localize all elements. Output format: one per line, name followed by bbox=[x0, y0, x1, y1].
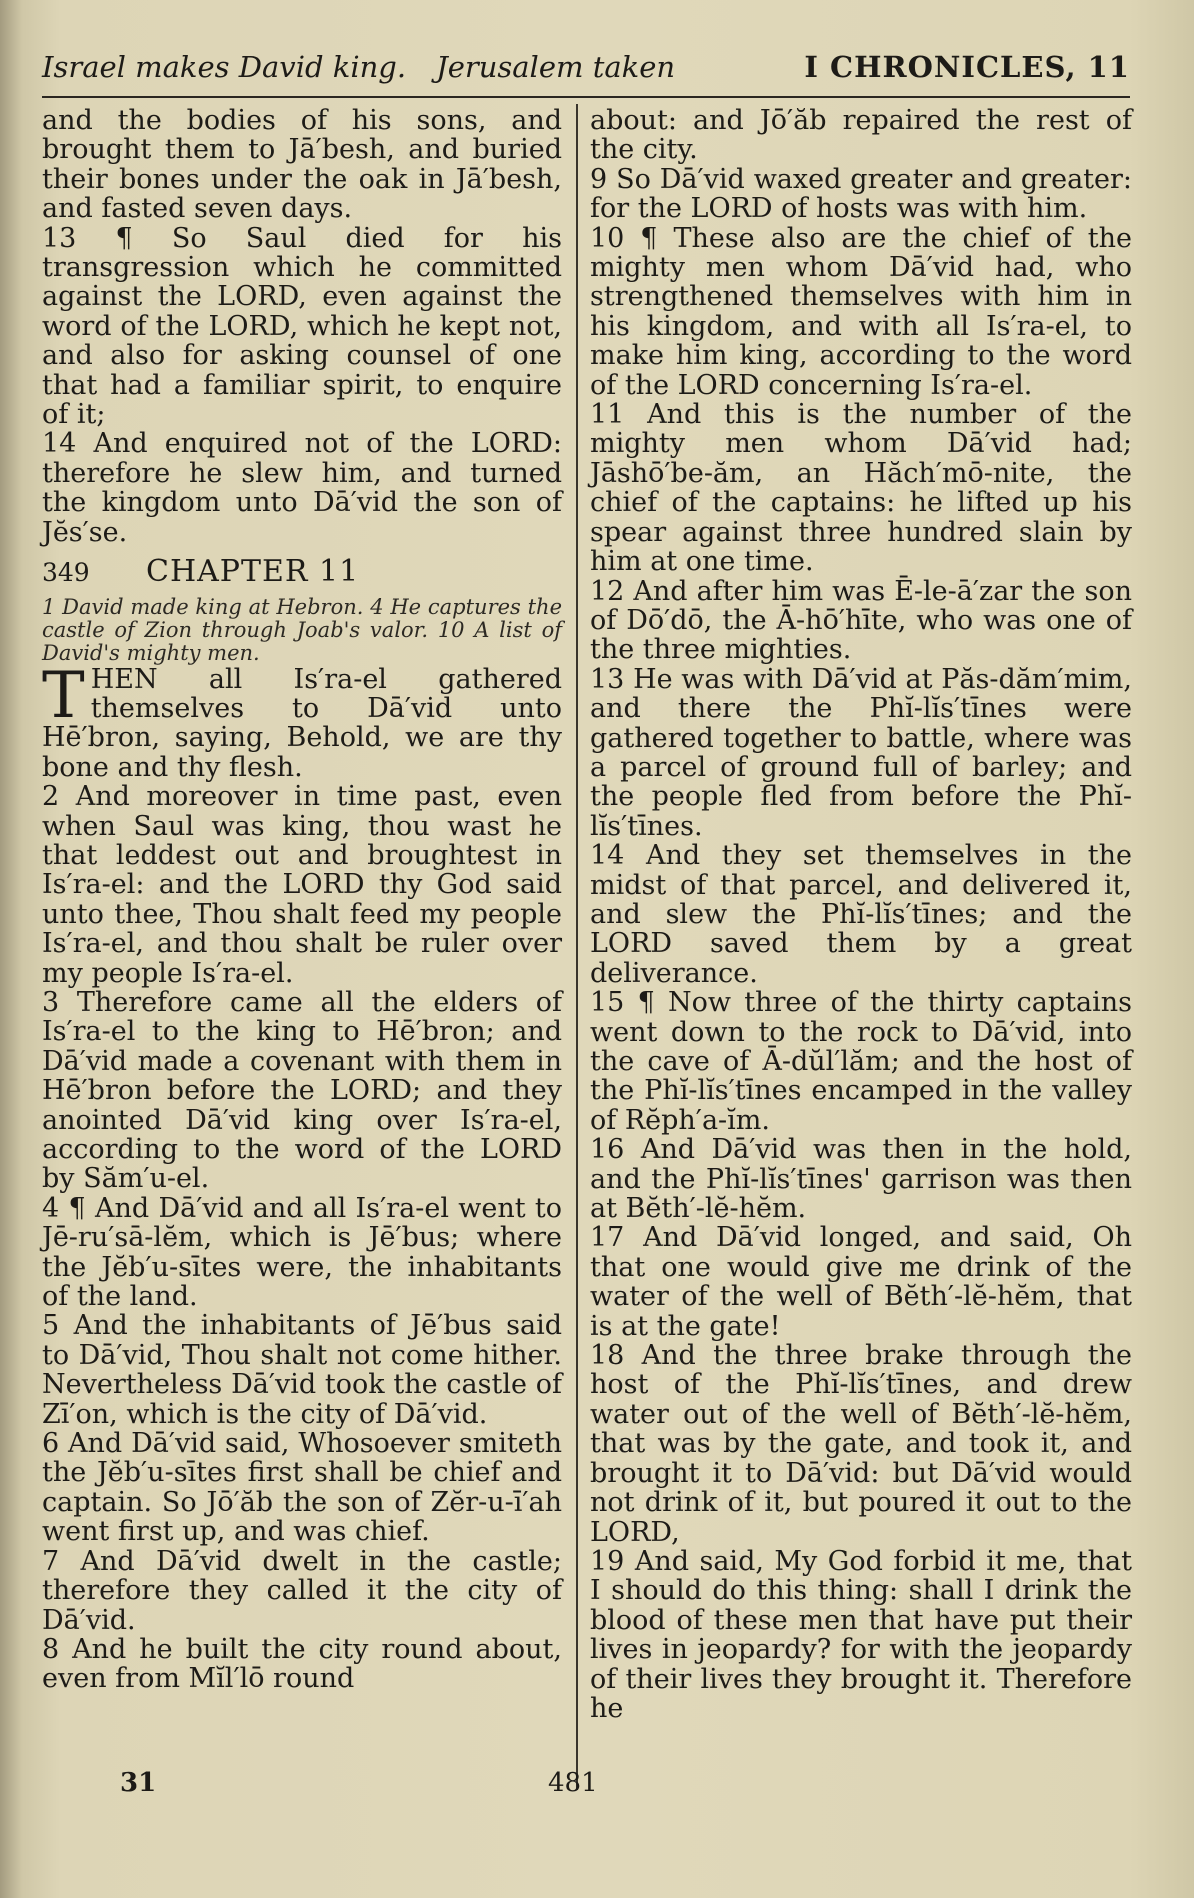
verse-paragraph: 5 And the inhabitants of Jē′bus said to Dā′vid, Thou shalt not come hither. Nevertheless Dā′vid took the castle of Zī′on, which is the city of Dā′vid. bbox=[42, 1310, 562, 1430]
verse-paragraph: 9 So Dā′vid waxed greater and greater: for the LORD of hosts was with him. bbox=[590, 163, 1132, 225]
header-middle: Jerusalem taken bbox=[436, 50, 676, 84]
verse-paragraph: 14 And they set themselves in the midst of that parcel, and delivered it, and slew the Phĭ-lĭs′tīnes; and the LORD saved them by a great deliverance. bbox=[590, 840, 1132, 989]
chapter-reference-number: 349 bbox=[42, 558, 90, 588]
first-verse-text: HEN all Is′ra-el gathered themselves to Dā′vid unto Hē′bron, saying, Behold, we are thy bone and thy flesh. bbox=[42, 663, 562, 783]
verse-paragraph: 11 And this is the number of the mighty men whom Dā′vid had; Jāshō′be-ăm, an Hăch′mō-nite, the chief of the captains: he lifted up his spear against three hundred slain by him at one time. bbox=[590, 399, 1132, 578]
verse-paragraph: 19 And said, My God forbid it me, that I should do this thing: shall I drink the blood of these men that have put their lives in jeopardy? for with the jeopardy of their lives they brought it. Therefore he bbox=[590, 1545, 1132, 1724]
verse-paragraph: 8 And he built the city round about, even from Mĭl′lō round bbox=[42, 1633, 562, 1695]
running-header bbox=[42, 50, 1130, 94]
verse-paragraph: 13 ¶ So Saul died for his transgression which he committed against the LORD, even against the word of the LORD, which he kept not, and also for asking counsel of one that had a familiar spirit, to enquire of it; bbox=[42, 222, 562, 431]
verse-paragraph: about: and Jō′ăb repaired the rest of the city. bbox=[590, 105, 1132, 166]
first-verse bbox=[42, 658, 562, 783]
verse-paragraph: and the bodies of his sons, and brought them to Jā′besh, and buried their bones under the oak in Jā′besh, and fasted seven days. bbox=[42, 105, 562, 225]
header-rule bbox=[42, 96, 1130, 98]
header-left: Israel makes David king. bbox=[42, 50, 407, 84]
verse-paragraph: 16 And Dā′vid was then in the hold, and the Phĭ-lĭs′tīnes' garrison was then at Bĕth′-lĕ-hĕm. bbox=[590, 1134, 1132, 1225]
verse-paragraph: 7 And Dā′vid dwelt in the castle; therefore they called it the city of Dā′vid. bbox=[42, 1545, 562, 1636]
chapter-title: CHAPTER 11 bbox=[146, 554, 360, 590]
page-number: 481 bbox=[548, 1768, 598, 1798]
verse-paragraph: 14 And enquired not of the LORD: therefore he slew him, and turned the kingdom unto Dā′vid the son of Jĕs′se. bbox=[42, 428, 562, 548]
verse-paragraph: 3 Therefore came all the elders of Is′ra-el to the king to Hē′bron; and Dā′vid made a covenant with them in Hē′bron before the LORD; and they anointed Dā′vid king over Is′ra-el, according to the word of the LORD by Săm′u-el. bbox=[42, 986, 562, 1195]
column-divider bbox=[576, 104, 578, 1790]
verse-paragraph: 6 And Dā′vid said, Whosoever smiteth the Jĕb′u-sītes first shall be chief and captain. So Jō′ăb the son of Zĕr-u-ī′ah went first up, and was chief. bbox=[42, 1428, 562, 1548]
verse-paragraph: 10 ¶ These also are the chief of the mighty men whom Dā′vid had, who strengthened themselves with him in his kingdom, and with all Is′ra-el, to make him king, according to the word of the LORD concerning Is′ra-el. bbox=[590, 222, 1132, 401]
verse-paragraph: 4 ¶ And Dā′vid and all Is′ra-el went to Jē-ru′sā-lĕm, which is Jē′bus; where the Jĕb′u-sītes were, the inhabitants of the land. bbox=[42, 1192, 562, 1313]
header-book-chapter: I CHRONICLES, 11 bbox=[804, 50, 1130, 84]
page-footer bbox=[0, 1768, 1194, 1808]
verse-paragraph: 12 And after him was Ē-le-ā′zar the son of Dō′dō, the Ā-hō′hīte, who was one of the three mighties. bbox=[590, 575, 1132, 666]
signature-mark: 31 bbox=[120, 1768, 157, 1798]
verse-paragraph: 18 And the three brake through the host of the Phĭ-lĭs′tīnes, and drew water out of the well of Bĕth′-lĕ-hĕm, that was by the gate, and took it, and brought it to Dā′vid: but Dā′vid would not drink of it, but poured it out to the LORD, bbox=[590, 1340, 1132, 1548]
chapter-heading bbox=[42, 554, 562, 590]
left-column bbox=[42, 106, 562, 1694]
verse-paragraph: 17 And Dā′vid longed, and said, Oh that one would give me drink of the water of the well of Bĕth′-lĕ-hĕm, that is at the gate! bbox=[590, 1222, 1132, 1342]
drop-cap: T bbox=[42, 658, 85, 733]
right-column bbox=[590, 106, 1132, 1723]
verse-paragraph: 13 He was with Dā′vid at Păs-dăm′mim, and there the Phĭ-lĭs′tīnes were gathered together to battle, where was a parcel of ground full of barley; and the people fled from before the Phĭ-lĭs′tīnes. bbox=[590, 663, 1132, 842]
verse-paragraph: 15 ¶ Now three of the thirty captains went down to the rock to Dā′vid, into the cave of Ā-dŭl′lăm; and the host of the Phĭ-lĭs′tīnes encamped in the valley of Rĕph′a-ĭm. bbox=[590, 987, 1132, 1136]
chapter-summary: 1 David made king at Hebron. 4 He captures the castle of Zion through Joab's valor. 10 A list of David's mighty men. bbox=[42, 594, 562, 665]
verse-paragraph: 2 And moreover in time past, even when Saul was king, thou wast he that leddest out and broughtest in Is′ra-el: and the LORD thy God said unto thee, Thou shalt feed my people Is′ra-el, and thou shalt be ruler over my people Is′ra-el. bbox=[42, 781, 562, 989]
